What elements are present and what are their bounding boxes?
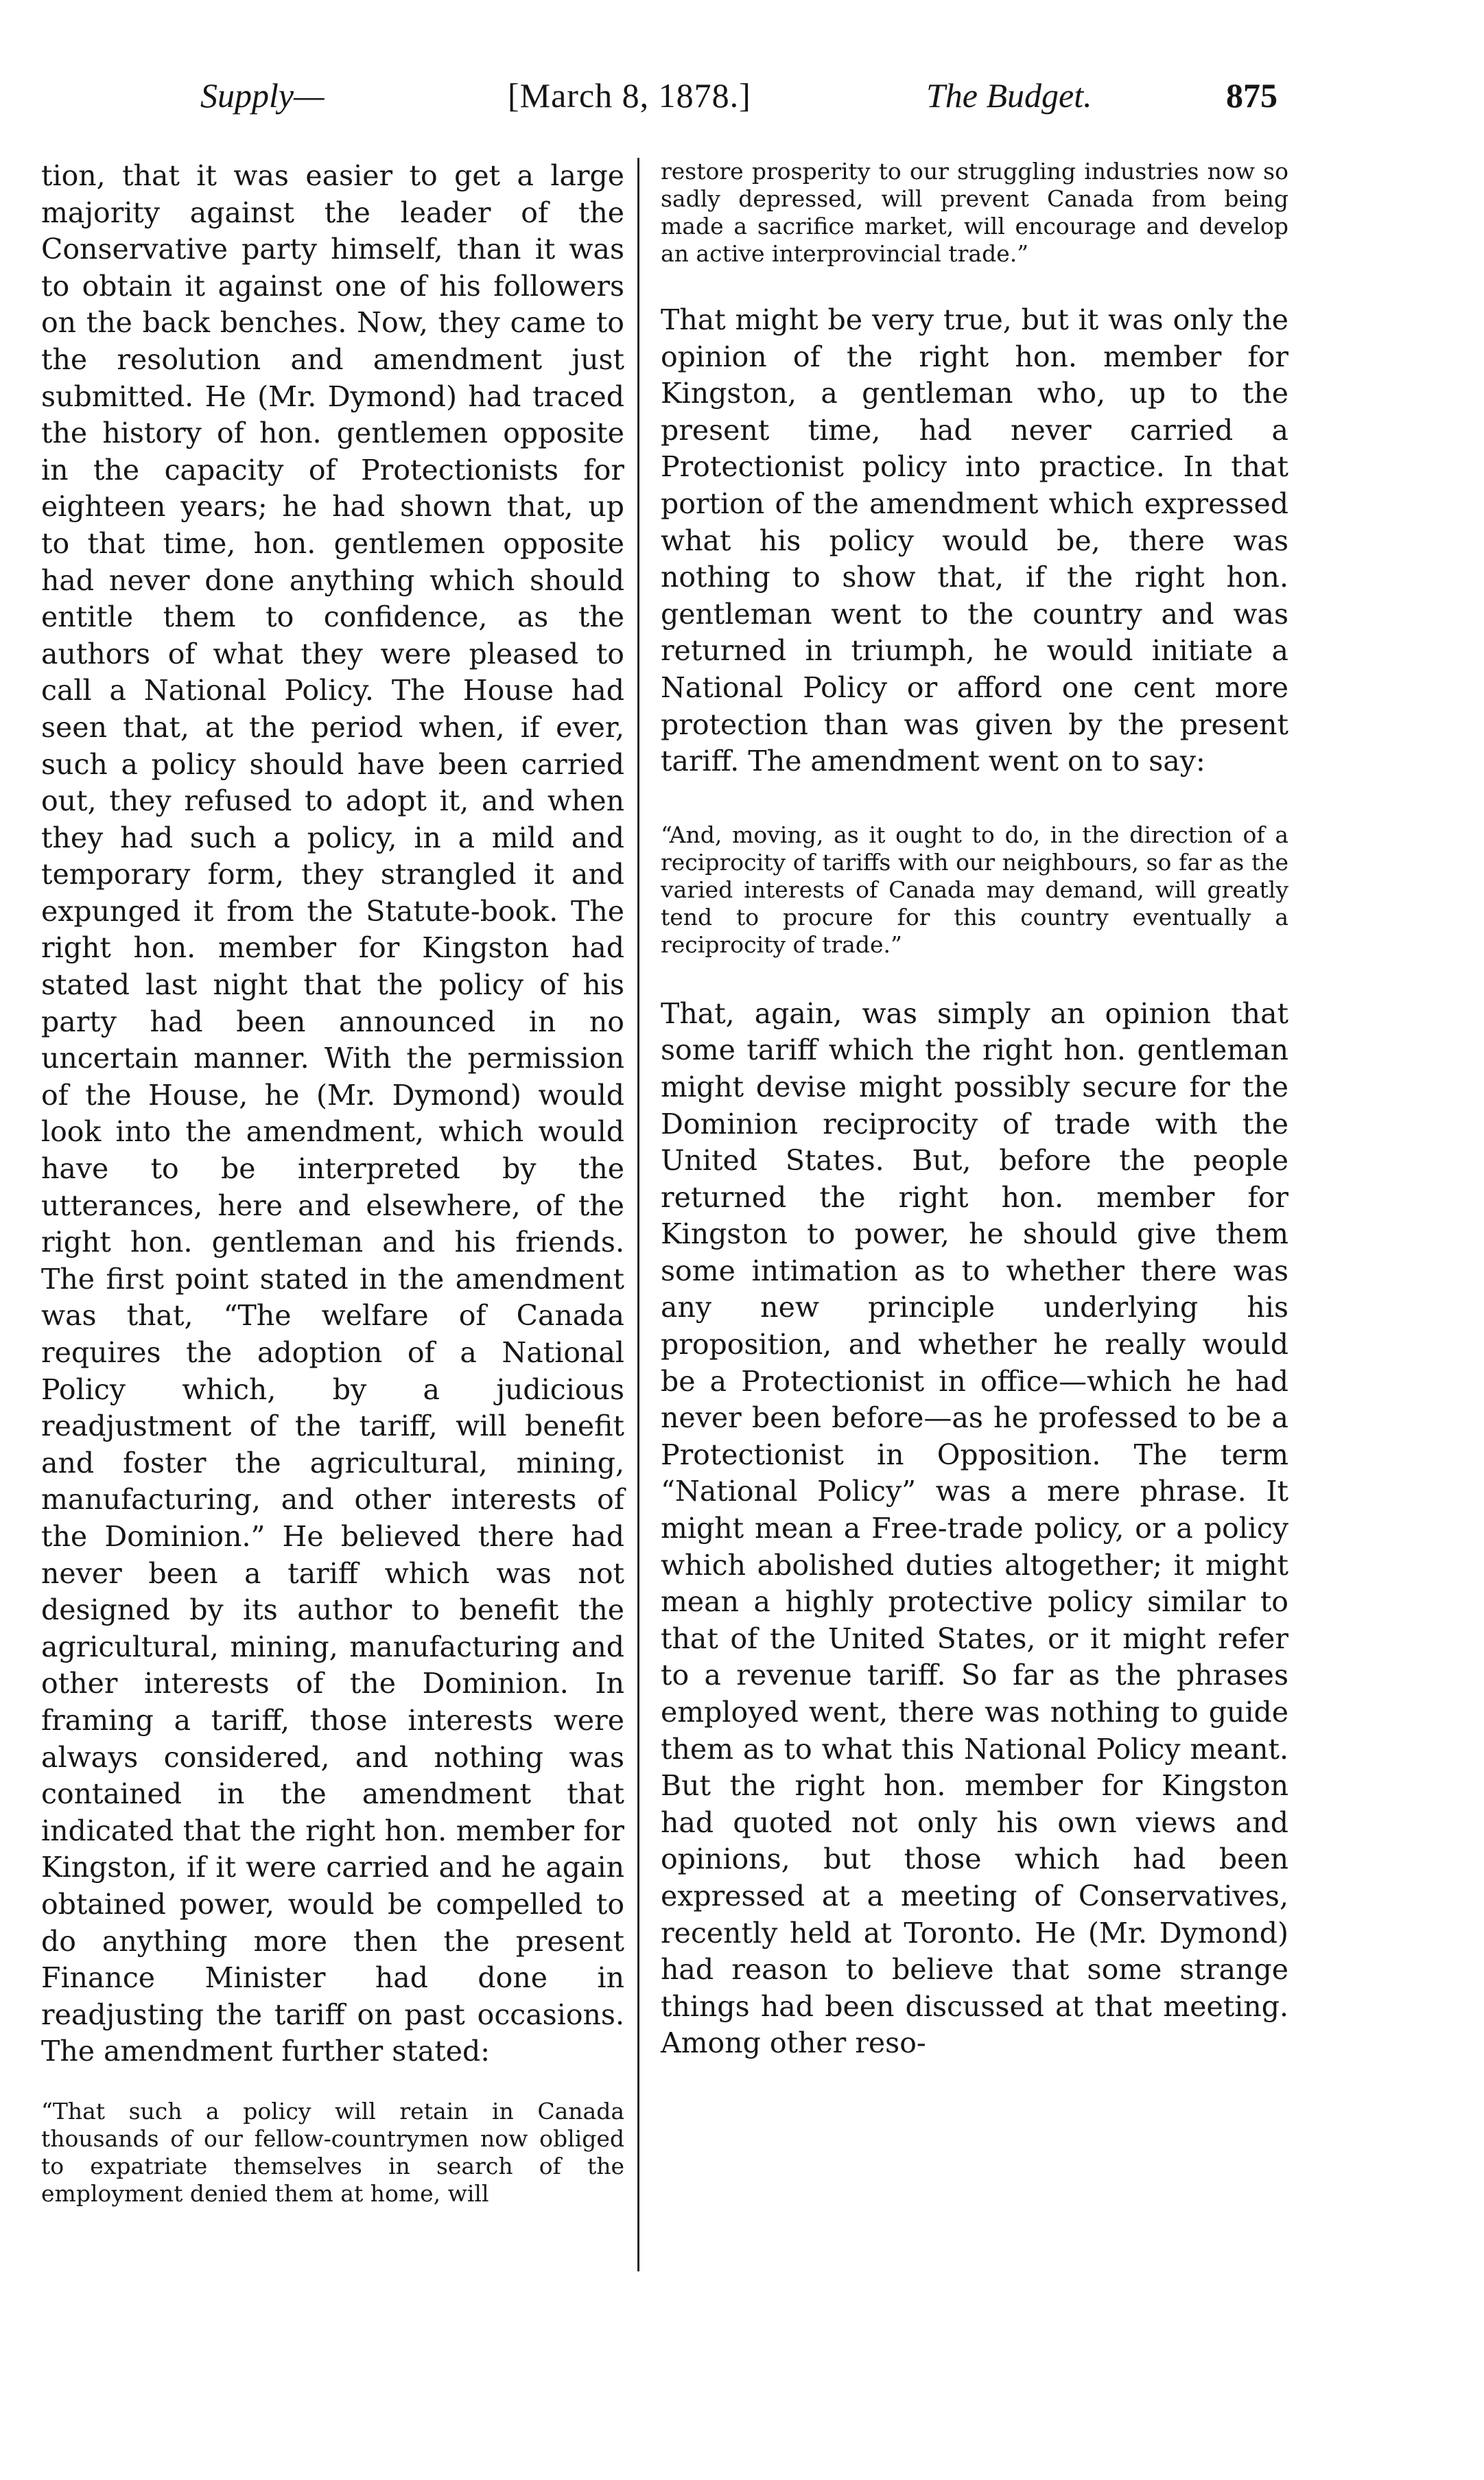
right-column-paragraph-1: That might be very true, but it was only the opinion of the right hon. member for Kingston, a gentleman who, up to the present time, had never carried a Protectionist policy into practice. In that portion of the amendment which expressed what his policy would be, there was nothing to show that, if the right hon. gentleman went to the country and was returned in triumph, he would initiate a National Policy or afford one cent more protection than was given by the present tariff. The amendment went on to say: xyxy=(661,303,1288,778)
right-column-paragraph-2: That, again, was simply an opinion that some tariff which the right hon. gentleman might devise might possibly secure for the Dominion reciprocity of trade with the United States. But, before the people returned the right hon. member for Kingston to power, he should give them some intimation as to whether there was any new principle underlying his proposition, and whether he really would be a Protectionist in office—which he had never been before—as he professed to be a Protectionist in Opposition. The term “National Policy” was a mere phrase. It might mean a Free-trade policy, or a policy which abolished duties altogether; it might mean a highly protective policy similar to that of the United States, or it might refer to a revenue tariff. So far as the phrases employed went, there was nothing to guide them as to what this National Policy meant. But the right hon. member for Kingston had quoted not only his own views and opinions, but those which had been expressed at a meeting of Conservatives, recently held at Toronto. He (Mr. Dymond) had reason to believe that some strange things had been discussed at that meeting. Among other reso- xyxy=(661,996,1288,2060)
running-head xyxy=(165,75,1290,130)
right-column xyxy=(661,158,1288,2062)
page-number: 875 xyxy=(1226,76,1277,115)
running-head-section: Supply— xyxy=(200,76,325,115)
right-column-quote-continuation: restore prosperity to our struggling industries now so sadly depressed, will prevent Canada from being made a sacrifice market, will encourage and develop an active interprovincial trade.” xyxy=(661,158,1288,267)
left-column xyxy=(41,158,624,2208)
left-column-quote: “That such a policy will retain in Canada thousands of our fellow-countrymen now obliged to expatriate themselves in search of the employment denied them at home, will xyxy=(41,2097,624,2207)
right-column-quote-reciprocity: “And, moving, as it ought to do, in the direction of a reciprocity of tariffs with our neighbours, so far as the varied interests of Canada may demand, will greatly tend to procure for this country eventually a reciprocity of trade.” xyxy=(661,821,1288,958)
running-head-title: The Budget. xyxy=(926,76,1092,115)
column-divider xyxy=(637,158,639,2271)
left-column-paragraph: tion, that it was easier to get a large majority against the leader of the Conservative party himself, than it was to obtain it against one of his followers on the back benches. Now, they came to the resolution and amendment just submitted. He (Mr. Dymond) had traced the history of hon. gentlemen opposite in the capacity of Protectionists for eighteen years; he had shown that, up to that time, hon. gentlemen opposite had never done anything which should entitle them to confidence, as the authors of what they were pleased to call a National Policy. The House had seen that, at the period when, if ever, such a policy should have been carried out, they refused to adopt it, and when they had such a policy, in a mild and temporary form, they strangled it and expunged it from the Statute-book. The right hon. member for Kingston had stated last night that the policy of his party had been announced in no uncertain manner. With the permission of the House, he (Mr. Dymond) would look into the amendment, which would have to be interpreted by the utterances, here and elsewhere, of the right hon. gentleman and his friends. The first point stated in the amendment was that, “The welfare of Canada requires the adoption of a National Policy which, by a judicious readjustment of the tariff, will benefit and foster the agricultural, mining, manufacturing, and other interests of the Dominion.” He believed there had never been a tariff which was not designed by its author to benefit the agricultural, mining, manufacturing and other interests of the Dominion. In framing a tariff, those interests were always considered, and nothing was contained in the amendment that indicated that the right hon. member for Kingston, if it were carried and he again obtained power, would be compelled to do anything more then the present Finance Minister had done in readjusting the tariff on past occasions. The amendment further stated: xyxy=(41,159,624,2068)
running-head-date: [March 8, 1878.] xyxy=(508,76,751,115)
